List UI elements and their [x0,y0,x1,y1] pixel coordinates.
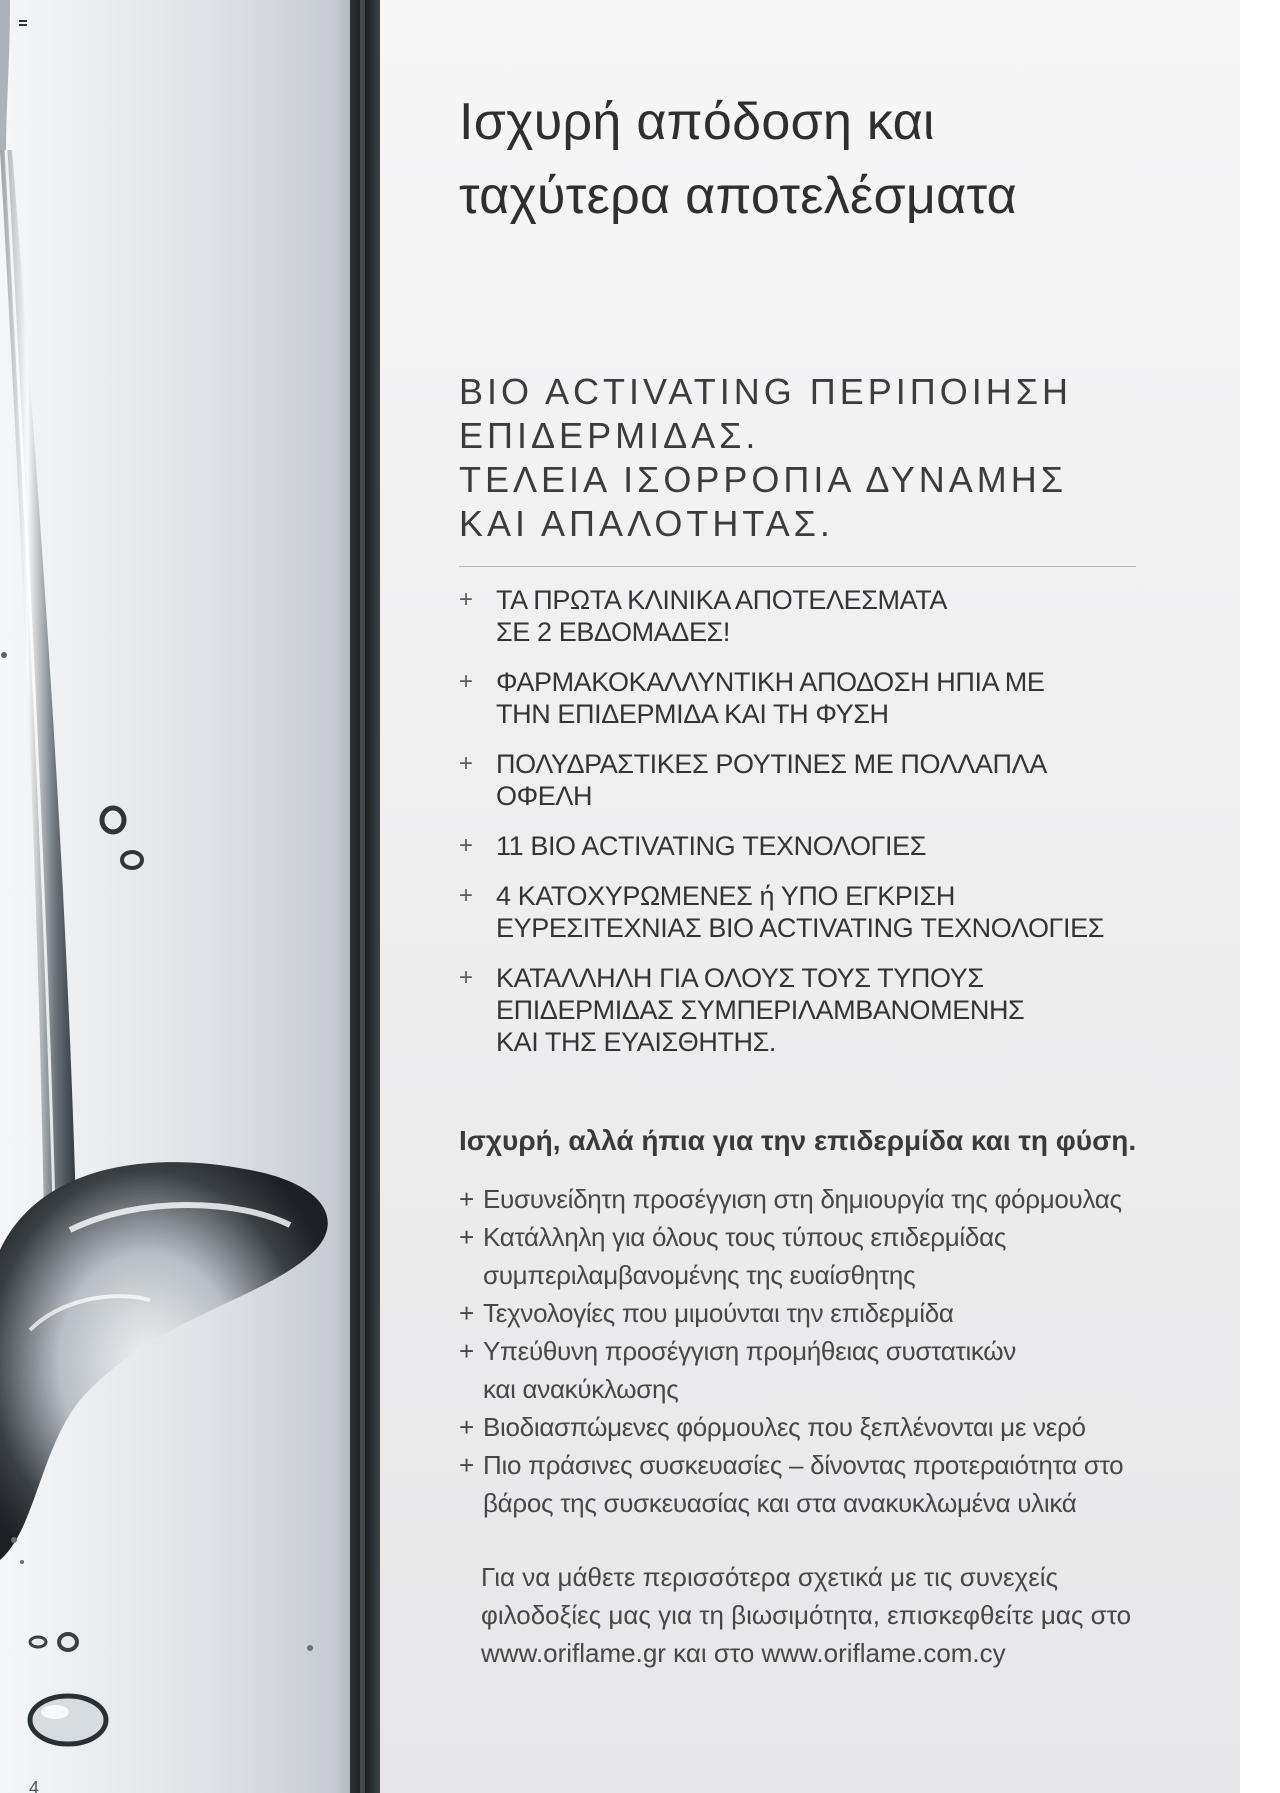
plus-icon: + [459,1184,474,1214]
feature-list [459,584,1149,1076]
plus-icon: + [459,882,473,909]
sustainability-line: Για να μάθετε περισσότερα σχετικά με τις συνεχείς [481,1562,1059,1592]
eco-item [459,1180,1179,1218]
eco-text: Κατάλληλη για όλους τους τύπους επιδερμίδας [483,1222,1007,1252]
subhead-line-4: ΚΑΙ ΑΠΑΛΟΤΗΤΑΣ. [459,503,834,544]
eco-text: και ανακύκλωσης [483,1374,679,1404]
feature-text: 4 ΚΑΤΟΧΥΡΩΜΕΝΕΣ ή ΥΠΟ ΕΓΚΡΙΣΗ [496,881,955,911]
eco-text: Υπεύθυνη προσέγγιση προμήθειας συστατικών [483,1336,1017,1366]
eco-text: Ευσυνείδητη προσέγγιση στη δημιουργία της φόρμουλας [483,1184,1122,1214]
feature-text: ΠΟΛΥΔΡΑΣΤΙΚΕΣ ΡΟΥΤΙΝΕΣ ΜΕ ΠΟΛΛΑΠΛΑ [496,749,1047,779]
feature-text: ΦΑΡΜΑΚΟΚΑΛΛΥΝΤΙΚΗ ΑΠΟΔΟΣΗ ΗΠΙΑ ΜΕ [496,667,1045,697]
plus-icon: + [459,1450,474,1480]
subhead-line-3: ΤΕΛΕΙΑ ΙΣΟΡΡΟΠΙΑ ΔΥΝΑΜΗΣ [459,459,1068,500]
tagline: Ισχυρή, αλλά ήπια για την επιδερμίδα και τη φύση. [459,1125,1137,1156]
plus-icon: + [459,1336,474,1366]
subheading [459,370,1149,546]
subhead-line-2: ΕΠΙΔΕΡΜΙΔΑΣ. [459,415,760,456]
plus-icon: + [459,586,473,613]
feature-item [459,880,1149,944]
headline-line-1: Ισχυρή απόδοση και [459,93,935,151]
plus-icon: + [459,964,473,991]
eco-item [459,1332,1179,1408]
plus-icon: + [459,750,473,777]
feature-text: ΚΑΙ ΤΗΣ ΕΥΑΙΣΘΗΤΗΣ. [496,1027,777,1057]
feature-text: ΕΥΡΕΣΙΤΕΧΝΙΑΣ BIO ACTIVATING ΤΕΧΝΟΛΟΓΙΕΣ [496,913,1105,943]
sustainability-note [481,1558,1171,1672]
page-title [459,85,1149,233]
water-drop-photo [0,0,380,1793]
text-panel [380,0,1240,1793]
sustainability-links: www.oriflame.gr και στο www.oriflame.com.cy [481,1638,1006,1668]
feature-text: ΚΑΤΑΛΛΗΛΗ ΓΙΑ ΟΛΟΥΣ ΤΟΥΣ ΤΥΠΟΥΣ [496,963,984,993]
feature-text: ΤΗΝ ΕΠΙΔΕΡΜΙΔΑ ΚΑΙ ΤΗ ΦΥΣΗ [496,699,889,729]
feature-text: 11 BIO ACTIVATING ΤΕΧΝΟΛΟΓΙΕΣ [496,831,927,861]
eco-text: Τεχνολογίες που μιμούνται την επιδερμίδα [483,1298,954,1328]
feature-item [459,830,1149,862]
subhead-line-1: BIO ACTIVATING ΠΕΡΙΠΟΙΗΣΗ [459,371,1072,412]
eco-text: Πιο πράσινες συσκευασίες – δίνοντας προτεραιότητα στο [483,1450,1124,1480]
feature-text: ΤΑ ΠΡΩΤΑ ΚΛΙΝΙΚΑ ΑΠΟΤΕΛΕΣΜΑΤΑ [496,585,947,615]
feature-text: ΣΕ 2 ΕΒΔΟΜΑΔΕΣ! [496,617,730,647]
eco-item [459,1218,1179,1294]
feature-item [459,584,1149,648]
eco-text: συμπεριλαμβανομένης της ευαίσθητης [483,1260,916,1290]
eco-item [459,1294,1179,1332]
headline-line-2: ταχύτερα αποτελέσματα [459,167,1017,225]
feature-item [459,666,1149,730]
plus-icon: + [459,832,473,859]
feature-item [459,748,1149,812]
eco-item [459,1408,1179,1446]
eco-text: Βιοδιασπώμενες φόρμουλες που ξεπλένονται με νερό [483,1412,1086,1442]
sustainability-list [459,1180,1179,1522]
feature-item [459,962,1149,1058]
eco-text: βάρος της συσκευασίας και στα ανακυκλωμένα υλικά [483,1488,1077,1518]
feature-text: ΕΠΙΔΕΡΜΙΔΑΣ ΣΥΜΠΕΡΙΛΑΜΒΑΝΟΜΕΝΗΣ [496,995,1025,1025]
menu-icon[interactable] [19,20,27,26]
divider [459,566,1136,567]
plus-icon: + [459,1298,474,1328]
plus-icon: + [459,668,473,695]
feature-text: ΟΦΕΛΗ [496,781,593,811]
plus-icon: + [459,1412,474,1442]
page-number: 4 [29,1778,40,1793]
sustainability-line: φιλοδοξίες μας για τη βιωσιμότητα, επισκεφθείτε μας στο [481,1600,1132,1630]
eco-item [459,1446,1179,1522]
plus-icon: + [459,1222,474,1252]
